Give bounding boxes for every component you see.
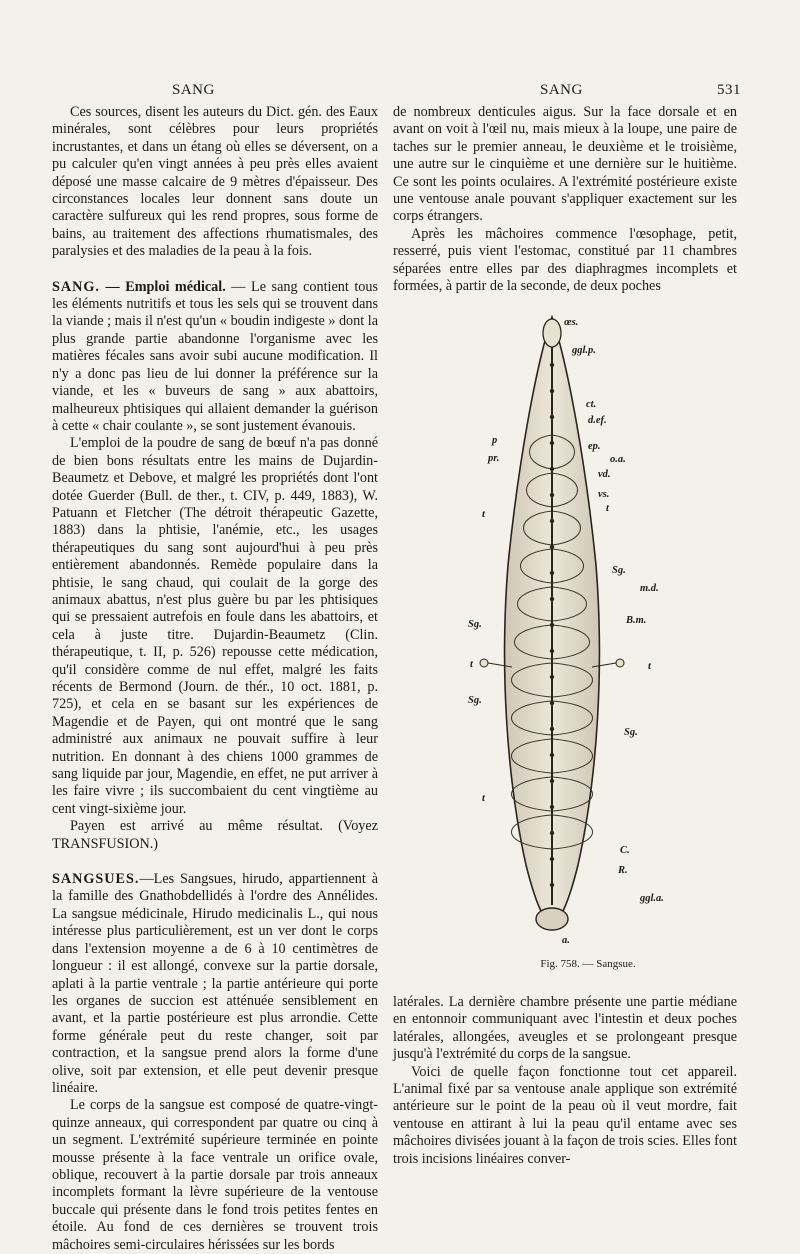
label-ggl-p: ggl.p. (572, 345, 596, 356)
right-column-top (393, 104, 737, 295)
label-sg-4: Sg. (624, 727, 638, 738)
left-column (52, 104, 378, 1254)
section-heading-sangsues: SANGSUES. (52, 871, 140, 888)
label-vs: vs. (598, 489, 610, 500)
label-p: p (492, 435, 498, 446)
label-sg-1: Sg. (612, 565, 626, 576)
paragraph-corps: Le corps de la sangsue est composé de quatre-vingt-quinze anneaux, qui correspondent par quatre ou cinq à un segment. L'extrémité supérieure terminée en pointe mousse présente à la face ventrale un orifice ovale, oblique, recouvert à la partie dorsale par trois anneaux incomplets formant la lèvre supérieure de la ventouse buccale qui présente dans le fond trois petites fentes en étoile. Au fond de ces dernières se trouvent trois mâchoires semi-circulaires hérissées sur les bords (52, 1097, 378, 1253)
label-pr: pr. (488, 453, 500, 464)
ganglion (550, 441, 554, 445)
ganglion (550, 545, 554, 549)
label-sg-2: Sg. (468, 619, 482, 630)
label-ep: ep. (588, 441, 601, 452)
label-m-d: m.d. (640, 583, 659, 594)
label-a: a. (562, 935, 570, 945)
label-t-3: t (470, 659, 473, 670)
label-oes: œs. (564, 317, 579, 328)
label-t-2: t (606, 503, 609, 514)
ganglion (550, 597, 554, 601)
label-t-4: t (648, 661, 651, 672)
label-d-ef: d.ef. (588, 415, 607, 426)
ganglion (550, 831, 554, 835)
ganglion (550, 727, 554, 731)
nerve-ganglia (550, 363, 554, 887)
posterior-sucker (536, 908, 568, 930)
page-number: 531 (717, 82, 741, 98)
leech-anatomy-figure (448, 305, 728, 945)
paragraph-laterales: latérales. La dernière chambre présente une partie médiane en entonnoir communiquant avec l'intestin et deux poches latérales, allongées, aveugles et se prolongeant presque jusqu'à l'extrémité du corps de la sangsue. (393, 994, 737, 1063)
ganglion (550, 571, 554, 575)
label-c: C. (620, 845, 630, 856)
ganglion (550, 623, 554, 627)
ganglion (550, 675, 554, 679)
section-heading-sang: SANG. (52, 278, 100, 295)
ganglion (550, 753, 554, 757)
ganglion (550, 701, 554, 705)
label-b-m: B.m. (626, 615, 647, 626)
right-column-bottom (393, 994, 737, 1168)
paragraph-springs: Ces sources, disent les auteurs du Dict. gén. des Eaux minérales, sont célèbres pour leurs propriétés incrustantes, et dans un étang où elles se déversent, on a pu calculer qu'en vingt années à peu près elles avaient déposé une masse calcaire de 9 mètres d'épaisseur. Des circonstances locales leur donnent sans doute un caractère sulfureux qui les rend propres, sous forme de bains, au traitement des affections rhumatismales, des paralysies et des maladies de la peau à la fois. (52, 104, 378, 260)
ganglion (550, 389, 554, 393)
oral-sucker (543, 319, 561, 347)
section-sang (52, 279, 378, 436)
ganglion (550, 857, 554, 861)
figure-caption: Fig. 758. — Sangsue. (540, 958, 636, 970)
paragraph-payen: Payen est arrivé au même résultat. (Voyez TRANSFUSION.) (52, 818, 378, 852)
label-r: R. (618, 865, 628, 876)
ganglion (550, 415, 554, 419)
label-ct: ct. (586, 399, 597, 410)
label-vd: vd. (598, 469, 611, 480)
section-subheading: — Emploi médical. (99, 278, 226, 295)
ganglion (550, 779, 554, 783)
section-sangsues-text: —Les Sangsues, hirudo, appartiennent à la famille des Gnathobdellidés à l'ordre des Annélides. La sangsue médicinale, Hirudo medicinalis L., qui nous intéresse plus particulièrement, est un ver dont le corps dans l'extension moyenne a de 6 à 10 centimètres de longueur : il est allongé, convexe sur la partie dorsale, aplati à la partie ventrale ; la partie antérieure qui porte les organes de succion est atténuée sensiblement en avant, et la partie postérieure est plus arrondie. Cette forme générale peut du reste changer, soit par contraction, et la sangsue prend alors la forme d'une olive, soit par extension, et elle peut devenir presque linéaire. (52, 871, 378, 1096)
ganglion (550, 467, 554, 471)
label-o-a: o.a. (610, 454, 626, 465)
ganglion (550, 519, 554, 523)
running-head-right: SANG (540, 82, 583, 98)
paragraph-poudre: L'emploi de la poudre de sang de bœuf n'a pas donné de bien bons résultats entre les mains de Dujardin-Beaumetz et Debove, et malgré les propriétés dont l'ont dotée Guerder (Bull. de ther., t. CIV, p. 449, 1883), W. Patuann et Fletcher (The détroit thérapeutic Gazette, 1883) dans la phtisie, l'anémie, etc., les usages thérapeutiques du sang sont aujourd'hui à peu près entièrement abandonnés. Remède populaire dans la phtisie, le sang chaud, qui coulait de la gorge des animaux abattus, n'est plus guère bu par les phtisiques qui se pressaient autrefois en foule dans les abattoirs, et cela à juste titre. Dujardin-Beaumetz (Clin. thérapeutique, t. II, p. 526) repousse cette médication, qu'il considère comme de nul effet, malgré les faits récents de Bermond (Journ. de thér., 10 oct. 1881, p. 725), et cela en se basant sur les expériences de Magendie et de Payen, qui ont montré que le sang administré aux animaux ne pouvait suffire à leur nutrition. En donnant à des chiens 1000 grammes de sang liquide par jour, Magendie, en effet, ne put arriver à les faire vivre ; ils succombaient du cent vingtième au cent vingt-sixième jour. (52, 435, 378, 817)
section-sangsues (52, 871, 378, 1097)
label-t-1: t (482, 509, 485, 520)
ganglion (550, 883, 554, 887)
ganglion (550, 493, 554, 497)
paragraph-denticules: de nombreux denticules aigus. Sur la face dorsale et en avant on voit à l'œil nu, mais mieux à la loupe, une paire de taches sur le premier anneau, le deuxième et le troisième, une autre sur le cinquième et une dernière sur le huitième. Ce sont les points oculaires. A l'extrémité postérieure existe une ventouse anale pouvant s'appliquer exactement sur les corps étrangers. (393, 104, 737, 225)
section-sang-text: — Le sang contient tous les éléments nutritifs et tous les sels qui se trouvent dans la viande ; mais il n'est qu'un « boudin indigeste » dont la plus grande partie abandonne l'organisme avec les matières fécales sans avoir subi aucune modification. Il n'y a donc pas lieu de lui donner la préférence sur la viande, et les « buveurs de sang » aux abattoirs, malheureux phtisiques qui allaient demander la guérison à cette « chair coulante », se sont justement évanouis. (52, 278, 378, 434)
running-head-left: SANG (172, 82, 215, 98)
label-sg-3: Sg. (468, 695, 482, 706)
ganglion (550, 363, 554, 367)
label-t-5: t (482, 793, 485, 804)
ganglion (550, 649, 554, 653)
paragraph-fonctionnement: Voici de quelle façon fonctionne tout cet appareil. L'animal fixé par sa ventouse anale applique son extrémité antérieure sur le point de la peau où il veut mordre, fait ventouse en attirant à lui la peau qu'il entame avec ses mâchoires divisées jouant à la façon de trois scies. Elles font trois incisions linéaires conver- (393, 1063, 737, 1167)
ganglion (550, 805, 554, 809)
paragraph-oesophage: Après les mâchoires commence l'œsophage, petit, resserré, puis vient l'estomac, constitué par 11 chambres séparées entre elles par des diaphragmes incomplets et formées, à partir de la seconde, de deux poches (393, 225, 737, 295)
label-ggl-a: ggl.a. (640, 893, 664, 904)
